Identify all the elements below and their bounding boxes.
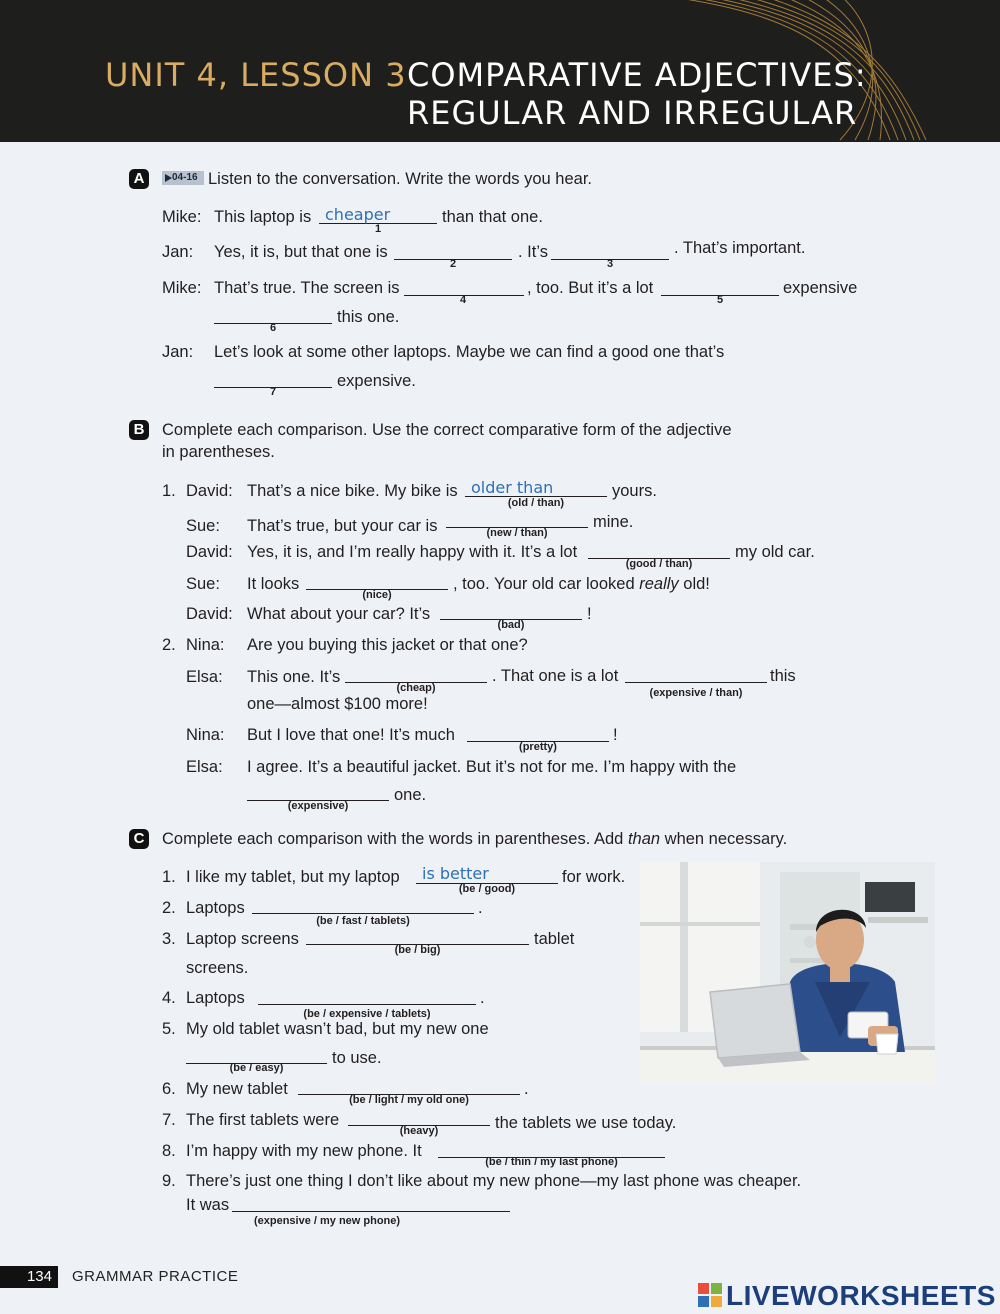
dialogue-text: this one. xyxy=(337,308,400,326)
sentence-text: Laptops xyxy=(186,989,245,1007)
audio-track-label: 04-16 xyxy=(172,172,198,183)
speaker-label: Elsa: xyxy=(186,758,223,776)
dialogue-text: this xyxy=(770,667,796,685)
question-number: 9. xyxy=(162,1172,176,1190)
sentence-text: . xyxy=(480,989,485,1007)
blank-number: 6 xyxy=(269,322,277,334)
sentence-text: . xyxy=(478,899,483,917)
sentence-text: for work. xyxy=(562,868,626,886)
answer-blank-b9[interactable] xyxy=(247,781,389,801)
dialogue-text: That’s true. The screen is xyxy=(214,279,400,297)
sentence-text: Laptops xyxy=(186,899,245,917)
lesson-title-line2: REGULAR AND IRREGULAR xyxy=(407,94,858,132)
question-number: 6. xyxy=(162,1080,176,1098)
answer-c1: is better xyxy=(422,864,489,883)
answer-blank-b3[interactable] xyxy=(588,539,730,559)
dialogue-text: expensive xyxy=(783,279,858,297)
dialogue-text: . That’s important. xyxy=(674,239,806,257)
section-b-instruction-line2: in parentheses. xyxy=(162,443,275,461)
page-number: 134 xyxy=(0,1266,58,1288)
answer-blank-a7[interactable] xyxy=(214,368,332,388)
question-number: 5. xyxy=(162,1020,176,1038)
section-c-badge: C xyxy=(129,829,149,849)
dialogue-text: I agree. It’s a beautiful jacket. But it’s not for me. I’m happy with the xyxy=(247,758,737,776)
sentence-text: Laptop screens xyxy=(186,930,299,948)
question-number: 4. xyxy=(162,989,176,1007)
speaker-label: David: xyxy=(186,543,233,561)
dialogue-text: one. xyxy=(394,786,427,804)
question-number: 1. xyxy=(162,482,176,500)
lesson-header xyxy=(0,0,1000,142)
dialogue-text: It looks xyxy=(247,575,300,593)
answer-blank-c5[interactable] xyxy=(186,1044,327,1064)
dialogue-text: This laptop is xyxy=(214,208,312,226)
hint-label: (be / good) xyxy=(458,883,516,895)
answer-blank-c3[interactable] xyxy=(306,925,529,945)
dialogue-text-part: old! xyxy=(683,575,710,593)
speaker-label: Sue: xyxy=(186,517,220,535)
sentence-text: There’s just one thing I don’t like about my new phone—my last phone was cheaper. xyxy=(186,1172,802,1190)
hint-label: (cheap) xyxy=(396,682,436,694)
section-b-instruction-line1: Complete each comparison. Use the correct comparative form of the adjective xyxy=(162,421,732,439)
blank-number: 3 xyxy=(606,258,614,270)
audio-track-button[interactable] xyxy=(162,171,204,185)
section-a-badge: A xyxy=(129,169,149,189)
section-c-instruction xyxy=(162,828,787,850)
answer-blank-c6[interactable] xyxy=(298,1075,520,1095)
answer-blank-b7[interactable] xyxy=(625,663,767,683)
dialogue-text: mine. xyxy=(593,513,634,531)
blank-number: 2 xyxy=(449,258,457,270)
speaker-label: Sue: xyxy=(186,575,220,593)
answer-blank-c9[interactable] xyxy=(232,1192,510,1212)
brand-logo: LIVEWORKSHEETS xyxy=(726,1280,996,1311)
man-with-laptop-photo xyxy=(640,862,935,1084)
answer-blank-a2[interactable] xyxy=(394,240,512,260)
question-number: 8. xyxy=(162,1142,176,1160)
hint-label: (be / easy) xyxy=(229,1062,284,1074)
dialogue-text: Let’s look at some other laptops. Maybe we can find a good one that’s xyxy=(214,343,725,361)
instruction-text: when necessary. xyxy=(664,830,788,848)
answer-blank-b5[interactable] xyxy=(440,600,582,620)
photo-illustration xyxy=(640,862,935,1084)
dialogue-text-part: , too. Your old car looked xyxy=(453,575,635,593)
hint-label: (nice) xyxy=(362,589,392,601)
lesson-title xyxy=(407,56,867,132)
question-number: 7. xyxy=(162,1111,176,1129)
answer-b1: older than xyxy=(471,478,554,497)
hint-label: (expensive) xyxy=(287,800,349,812)
section-a-instruction: Listen to the conversation. Write the words you hear. xyxy=(208,170,592,188)
emphasis-text: than xyxy=(627,830,661,848)
sentence-text: I like my tablet, but my laptop xyxy=(186,868,400,886)
section-b-badge: B xyxy=(129,420,149,440)
section-b-instruction xyxy=(162,419,732,463)
unit-label: UNIT 4, LESSON 3 xyxy=(105,56,407,94)
speaker-label: Jan: xyxy=(162,243,194,261)
sentence-text: tablet xyxy=(534,930,575,948)
hint-label: (be / fast / tablets) xyxy=(316,915,410,927)
question-number: 1. xyxy=(162,868,176,886)
sentence-text: My new tablet xyxy=(186,1080,288,1098)
hint-label: (pretty) xyxy=(519,741,557,753)
speaker-label: Nina: xyxy=(186,636,225,654)
speaker-label: David: xyxy=(186,482,233,500)
dialogue-text: Yes, it is, and I’m really happy with it. It’s a lot xyxy=(247,543,578,561)
answer-blank-c2[interactable] xyxy=(252,894,474,914)
answer-blank-c7[interactable] xyxy=(348,1106,490,1126)
answer-blank-a3[interactable] xyxy=(551,240,669,260)
hint-label: (bad) xyxy=(497,619,525,631)
sentence-text: screens. xyxy=(186,959,249,977)
dialogue-text xyxy=(453,574,710,594)
dialogue-text: than that one. xyxy=(442,208,543,226)
hint-label: (expensive / than) xyxy=(649,687,743,699)
answer-blank-b4[interactable] xyxy=(306,570,448,590)
answer-blank-c4[interactable] xyxy=(258,985,476,1005)
dialogue-text: ! xyxy=(587,605,592,623)
hint-label: (expensive / my new phone) xyxy=(253,1215,401,1227)
speaker-label: Mike: xyxy=(162,279,202,297)
sentence-text: It was xyxy=(186,1196,230,1214)
blank-number: 7 xyxy=(269,386,277,398)
question-number: 2. xyxy=(162,899,176,917)
question-number: 2. xyxy=(162,636,176,654)
question-number: 3. xyxy=(162,930,176,948)
dialogue-text: Are you buying this jacket or that one? xyxy=(247,636,528,654)
dialogue-text: This one. It’s xyxy=(247,668,341,686)
sentence-text: My old tablet wasn’t bad, but my new one xyxy=(186,1020,489,1038)
speaker-label: Nina: xyxy=(186,726,225,744)
footer-label: GRAMMAR PRACTICE xyxy=(72,1268,239,1285)
sentence-text: the tablets we use today. xyxy=(495,1114,677,1132)
dialogue-text: expensive. xyxy=(337,372,416,390)
speaker-label: David: xyxy=(186,605,233,623)
dialogue-text: What about your car? It’s xyxy=(247,605,431,623)
blank-number: 1 xyxy=(374,223,382,235)
hint-label: (heavy) xyxy=(399,1125,439,1137)
hint-label: (new / than) xyxy=(486,527,548,539)
hint-label: (be / expensive / tablets) xyxy=(303,1008,431,1020)
dialogue-text: That’s true, but your car is xyxy=(247,517,438,535)
speaker-label: Jan: xyxy=(162,343,194,361)
hint-label: (good / than) xyxy=(625,558,693,570)
dialogue-text: my old car. xyxy=(735,543,815,561)
dialogue-text: yours. xyxy=(612,482,657,500)
dialogue-text: . That one is a lot xyxy=(492,667,619,685)
answer-blank-b6[interactable] xyxy=(345,663,487,683)
answer-blank-a5[interactable] xyxy=(661,276,779,296)
answer-blank-b2[interactable] xyxy=(446,508,588,528)
hint-label: (be / light / my old one) xyxy=(349,1094,469,1106)
emphasis-text: really xyxy=(639,575,679,593)
dialogue-text: one—almost $100 more! xyxy=(247,695,428,713)
hint-label: (old / than) xyxy=(507,497,565,509)
dialogue-text: Yes, it is, but that one is xyxy=(214,243,388,261)
liveworksheets-logo-icon xyxy=(698,1283,722,1307)
speaker-label: Elsa: xyxy=(186,668,223,686)
hint-label: (be / thin / my last phone) xyxy=(485,1156,618,1168)
answer-blank-b8[interactable] xyxy=(467,722,609,742)
lesson-title-line1: COMPARATIVE ADJECTIVES: xyxy=(407,56,867,94)
blank-number: 5 xyxy=(716,294,724,306)
answer-blank-a4[interactable] xyxy=(404,276,524,296)
answer-blank-c8[interactable] xyxy=(438,1138,665,1158)
dialogue-text: But I love that one! It’s much xyxy=(247,726,455,744)
hint-label: (be / big) xyxy=(394,944,441,956)
blank-number: 4 xyxy=(459,294,467,306)
answer-a1: cheaper xyxy=(325,205,391,224)
dialogue-text: ! xyxy=(613,726,618,744)
sentence-text: . xyxy=(524,1080,529,1098)
dialogue-text: , too. But it’s a lot xyxy=(527,279,654,297)
dialogue-text: . It’s xyxy=(518,243,548,261)
dialogue-text: That’s a nice bike. My bike is xyxy=(247,482,458,500)
sentence-text: The first tablets were xyxy=(186,1111,340,1129)
speaker-label: Mike: xyxy=(162,208,202,226)
answer-blank-a6[interactable] xyxy=(214,304,332,324)
sentence-text: I’m happy with my new phone. It xyxy=(186,1142,422,1160)
instruction-text: Complete each comparison with the words in parentheses. Add xyxy=(162,830,624,848)
sentence-text: to use. xyxy=(332,1049,382,1067)
play-icon xyxy=(165,174,172,182)
